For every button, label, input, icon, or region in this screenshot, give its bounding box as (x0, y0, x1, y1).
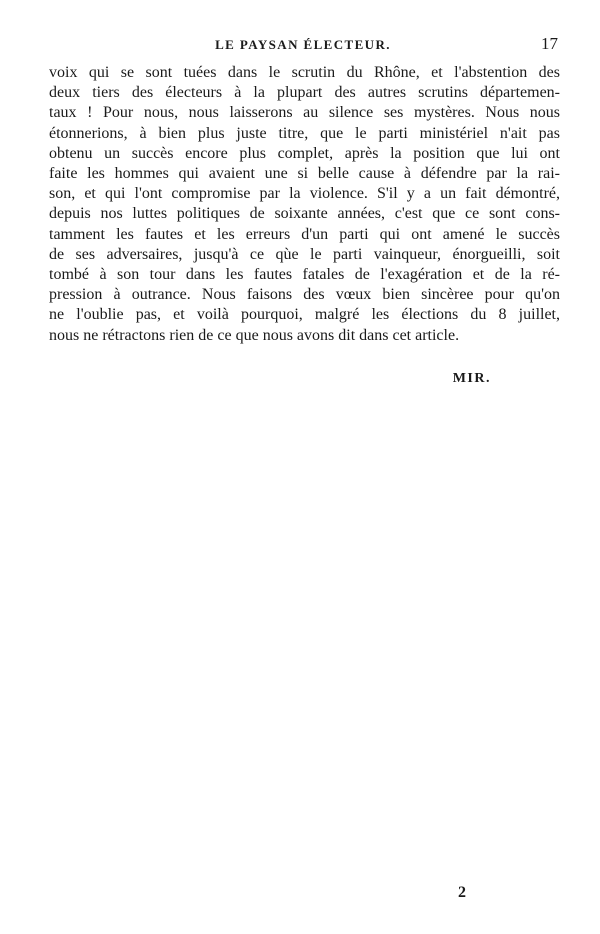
body-paragraph (49, 63, 560, 346)
signature-mark: 2 (458, 884, 466, 901)
text-line: tombé à son tour dans les fautes fatales de l'exagération et de la ré- (49, 266, 560, 284)
text-line: tamment les fautes et les erreurs d'un parti qui ont amené le succès (49, 225, 560, 243)
text-line: deux tiers des électeurs à la plupart des autres scrutins départemen- (49, 84, 560, 102)
text-line: ne l'oublie pas, et voilà pourquoi, malgré les élections du 8 juillet, (49, 306, 560, 324)
text-line: de ses adversaires, jusqu'à ce qùe le parti vainqueur, énorgueilli, soit (49, 245, 560, 263)
text-line: pression à outrance. Nous faisons des vœux bien sincèree pour qu'on (49, 286, 560, 304)
author-signature: MIR. (452, 371, 491, 386)
text-line: taux ! Pour nous, nous laisserons au silence ses mystères. Nous nous (49, 104, 560, 122)
running-head (48, 36, 558, 56)
text-line: étonnerions, à bien plus juste titre, que le parti ministériel n'ait pas (49, 124, 560, 142)
text-line: obtenu un succès encore plus complet, après la position que lui ont (49, 144, 560, 162)
page-number: 17 (541, 34, 558, 53)
text-line: depuis nos luttes politiques de soixante années, c'est que ce sont cons- (49, 205, 560, 223)
running-title: LE PAYSAN ÉLECTEUR. (215, 37, 391, 52)
text-line: voix qui se sont tuées dans le scrutin du Rhône, et l'abstention des (49, 64, 560, 81)
text-line: faite les hommes qui avaient une si belle cause à défendre par la rai- (49, 165, 560, 183)
text-line: nous ne rétractons rien de ce que nous avons dit dans cet article. (49, 326, 460, 344)
text-line: son, et qui l'ont compromise par la violence. S'il y a un fait démontré, (49, 185, 560, 203)
